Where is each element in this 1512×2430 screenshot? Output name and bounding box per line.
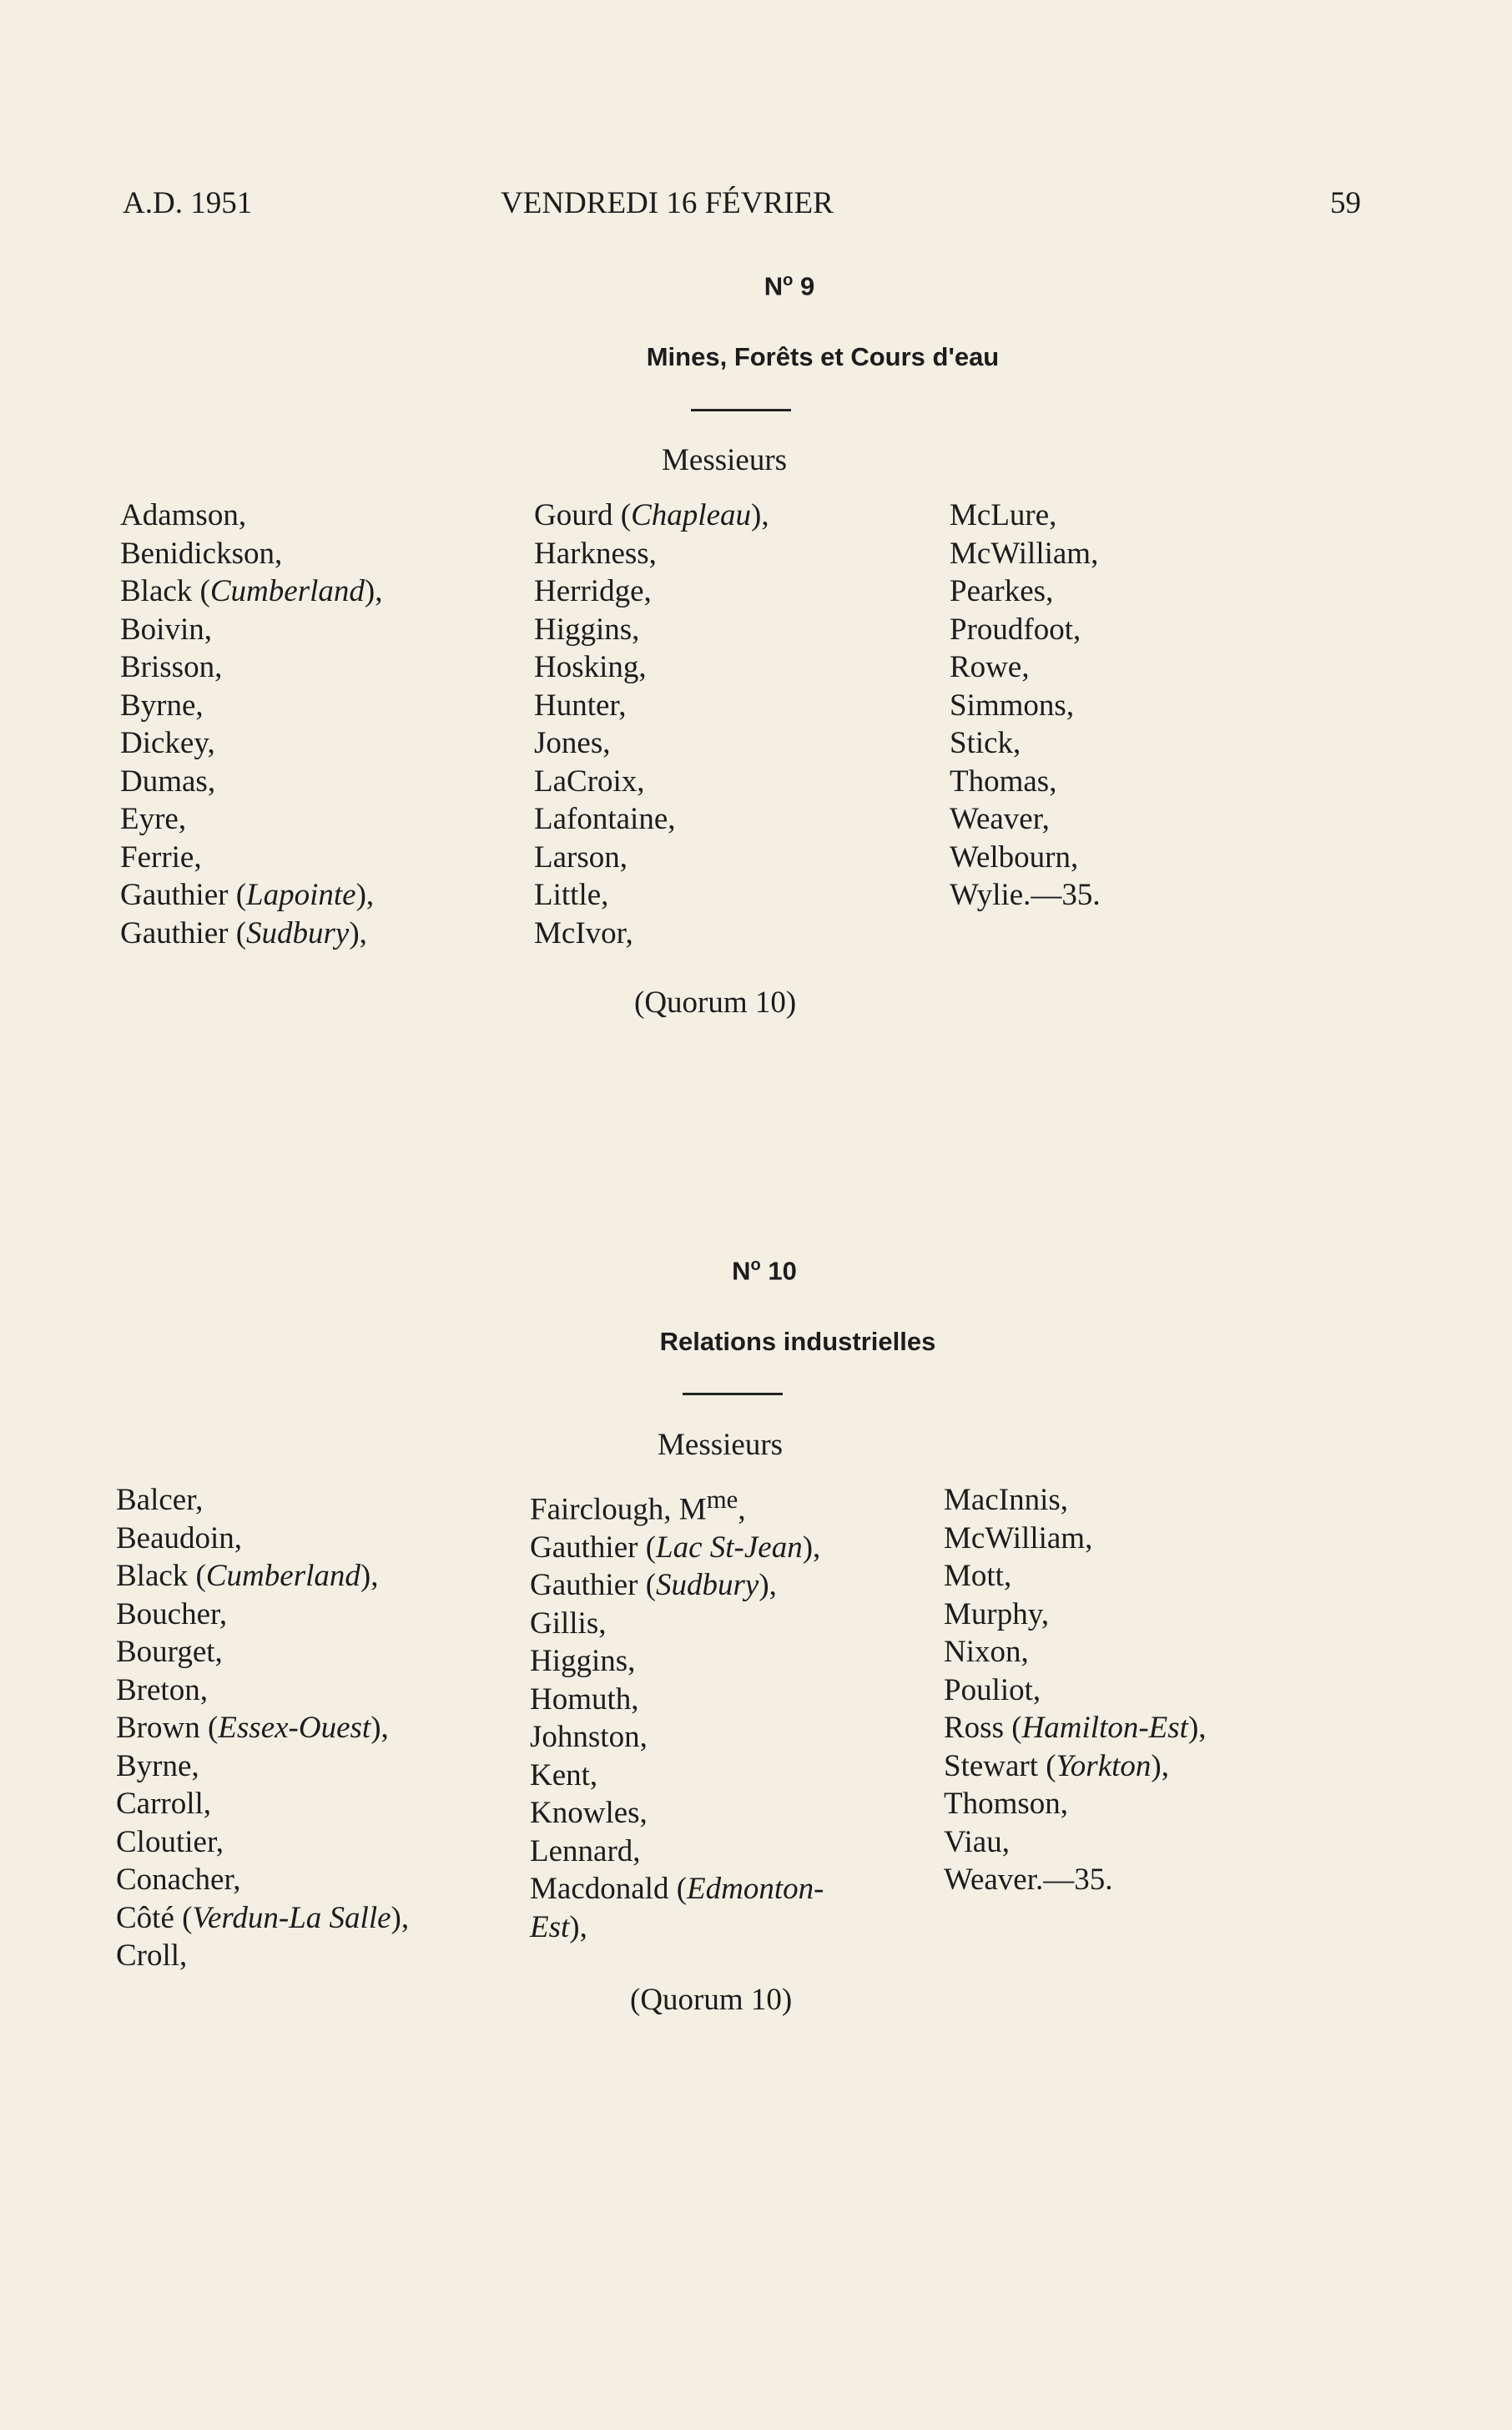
member-name: Weaver,: [950, 802, 1050, 836]
member-name: Hunter,: [534, 688, 627, 723]
member-column: [944, 1481, 1207, 1899]
member-name: Byrne,: [120, 688, 204, 723]
member-name: Weaver.—35.: [944, 1863, 1113, 1897]
member-name: Little,: [534, 878, 609, 912]
member-name: Boivin,: [120, 612, 212, 647]
member-name: Stewart (Yorkton),: [944, 1748, 1169, 1783]
riding-name: Lapointe: [246, 878, 356, 912]
member-name: Dumas,: [120, 764, 216, 799]
member-column: [950, 497, 1101, 915]
member-name: Beaudoin,: [116, 1520, 243, 1555]
member-name: Viau,: [944, 1824, 1010, 1859]
member-name: Pouliot,: [944, 1672, 1041, 1707]
member-name: Murphy,: [944, 1596, 1050, 1631]
member-name: McWilliam,: [944, 1520, 1093, 1555]
member-column: [530, 1481, 824, 1946]
member-name: Dickey,: [120, 726, 215, 760]
riding-name: Yorkton: [1056, 1748, 1152, 1783]
header-date: VENDREDI 16 FÉVRIER: [501, 186, 834, 220]
riding-name: Chapleau: [631, 498, 752, 532]
member-name: Est),: [530, 1909, 587, 1944]
numero-sup: o: [750, 1256, 761, 1274]
member-name: Cloutier,: [116, 1824, 224, 1859]
member-name: Breton,: [116, 1672, 208, 1707]
member-name: Thomson,: [944, 1787, 1069, 1821]
member-name: Homuth,: [530, 1681, 639, 1717]
member-name: Stick,: [950, 726, 1021, 760]
divider: [683, 1393, 783, 1395]
member-name: Harkness,: [534, 536, 657, 571]
member-name: McLure,: [950, 498, 1057, 532]
page-header: [0, 185, 1512, 225]
member-name: Higgins,: [530, 1644, 636, 1679]
member-column: [534, 497, 769, 952]
divider: [691, 409, 791, 411]
member-name: Gauthier (Sudbury),: [530, 1568, 777, 1603]
member-name: Conacher,: [116, 1863, 241, 1897]
member-name: Jones,: [534, 726, 611, 760]
member-name: Mott,: [944, 1559, 1012, 1593]
member-name: McIvor,: [534, 915, 633, 950]
member-name: Byrne,: [116, 1748, 199, 1783]
riding-name: Essex-Ouest: [218, 1711, 371, 1745]
member-name: Nixon,: [944, 1635, 1029, 1669]
quorum-note: (Quorum 10): [630, 1983, 793, 2017]
messieurs-heading: Messieurs: [662, 443, 788, 477]
committee-number: [8, 1256, 1512, 1286]
member-title-sup: me: [706, 1485, 738, 1514]
member-name: Eyre,: [120, 802, 187, 836]
member-name: Balcer,: [116, 1483, 204, 1517]
header-year: A.D. 1951: [123, 186, 253, 220]
riding-name: Hamilton-Est: [1021, 1711, 1188, 1745]
member-name: Macdonald (Edmonton-: [530, 1872, 824, 1907]
committee-number: [33, 271, 1512, 301]
member-name: Rowe,: [950, 650, 1030, 684]
member-name: Adamson,: [120, 498, 247, 532]
member-name: Black (Cumberland),: [120, 574, 383, 608]
member-name: Knowles,: [530, 1796, 648, 1831]
numero-value: 10: [768, 1256, 797, 1286]
member-name: Thomas,: [950, 764, 1057, 799]
riding-name: Verdun-La Salle: [192, 1900, 391, 1935]
member-name: Gauthier (Lac St-Jean),: [530, 1530, 821, 1565]
committee-title: Relations industrielles: [659, 1327, 936, 1356]
member-name: Lennard,: [530, 1833, 641, 1868]
riding-name: Edmonton-: [687, 1872, 824, 1907]
member-name: Gauthier (Sudbury),: [120, 915, 367, 950]
member-name: Gourd (Chapleau),: [534, 498, 769, 532]
member-column: [116, 1481, 409, 1975]
numero-value: 9: [799, 271, 815, 301]
member-name: Côté (Verdun-La Salle),: [116, 1900, 410, 1935]
member-name: Gauthier (Lapointe),: [120, 878, 375, 912]
member-name: Brown (Essex-Ouest),: [116, 1711, 389, 1745]
member-name: Hosking,: [534, 650, 647, 684]
numero-prefix: N: [764, 271, 784, 301]
member-name: Herridge,: [534, 574, 652, 608]
member-name: Lafontaine,: [534, 802, 676, 836]
committee-title: Mines, Forêts et Cours d'eau: [646, 342, 1000, 371]
member-name: Ferrie,: [120, 839, 202, 875]
member-name: Kent,: [530, 1757, 598, 1792]
numero-prefix: N: [732, 1256, 751, 1286]
messieurs-heading: Messieurs: [658, 1428, 784, 1462]
member-name: McWilliam,: [950, 536, 1099, 571]
member-name: Pearkes,: [950, 574, 1054, 608]
riding-name: Cumberland: [205, 1559, 360, 1593]
riding-name: Lac St-Jean: [656, 1530, 803, 1565]
member-name: Johnston,: [530, 1720, 648, 1755]
member-name: MacInnis,: [944, 1483, 1068, 1517]
member-name: Boucher,: [116, 1596, 228, 1631]
member-name: Black (Cumberland),: [116, 1559, 379, 1593]
member-name: Wylie.—35.: [950, 878, 1101, 912]
member-name: Proudfoot,: [950, 612, 1081, 647]
member-name: Higgins,: [534, 612, 640, 647]
member-name: Carroll,: [116, 1787, 212, 1821]
member-name: Croll,: [116, 1938, 188, 1973]
riding-name: Est: [530, 1909, 570, 1944]
page-number: 59: [1330, 186, 1361, 220]
member-name: Fairclough, $M^{me}$,: [530, 1485, 746, 1527]
quorum-note: (Quorum 10): [634, 986, 797, 1020]
member-name: Simmons,: [950, 688, 1075, 723]
riding-name: Sudbury: [246, 915, 350, 950]
member-name: Larson,: [534, 839, 627, 875]
member-name: LaCroix,: [534, 764, 645, 799]
member-name: Welbourn,: [950, 839, 1079, 875]
member-name: Ross (Hamilton-Est),: [944, 1711, 1207, 1745]
member-name: Gillis,: [530, 1606, 607, 1641]
member-name: Benidickson,: [120, 536, 283, 571]
riding-name: Cumberland: [209, 574, 365, 608]
member-name: Brisson,: [120, 650, 223, 684]
member-column: [120, 497, 382, 952]
riding-name: Sudbury: [656, 1568, 759, 1603]
member-name: Bourget,: [116, 1635, 223, 1669]
numero-sup: o: [783, 271, 794, 290]
